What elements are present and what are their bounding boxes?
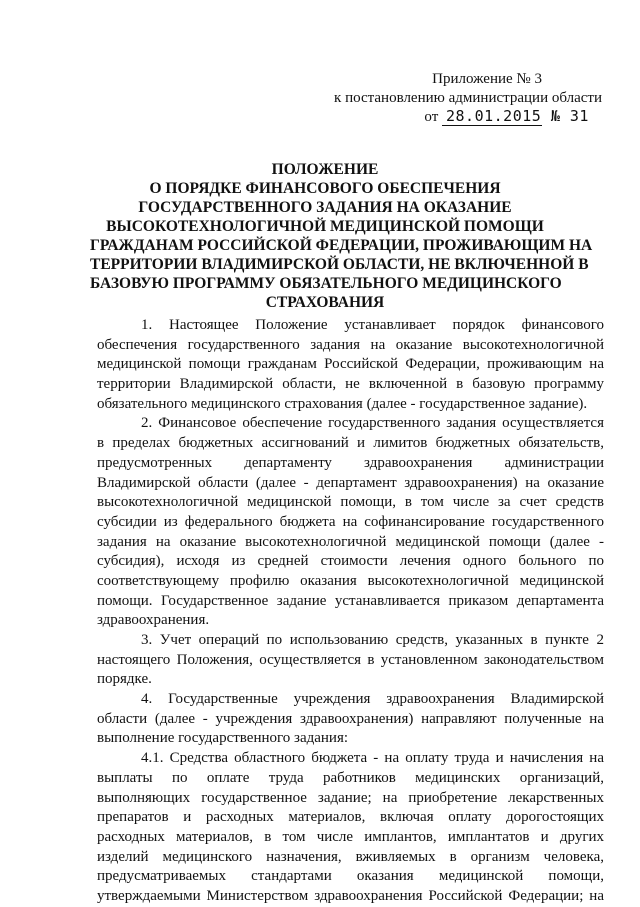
title-line: ПОЛОЖЕНИЕ [271, 161, 379, 178]
paragraph-4-1-line: предусматриваемых стандартами оказания медицинской помощи, [97, 868, 604, 885]
from-label: от [424, 109, 439, 125]
paragraph-4-1-line: расходных материалов, в том числе имплантов, имплантатов и других [97, 828, 604, 845]
paragraph-2-line: здравоохранения. [97, 612, 210, 629]
paragraph-4-line: 4. Государственные учреждения здравоохранения Владимирской [141, 691, 604, 708]
title-line: ГОСУДАРСТВЕННОГО ЗАДАНИЯ НА ОКАЗАНИЕ [138, 199, 512, 216]
paragraph-3-line: настоящего Положения, осуществляется в установленном законодательством [97, 651, 604, 668]
title-line: ТЕРРИТОРИИ ВЛАДИМИРСКОЙ ОБЛАСТИ, НЕ ВКЛЮЧЕННОЙ В [90, 256, 589, 273]
paragraph-2-line: в пределах бюджетных ассигнований и лимитов бюджетных обязательств, [97, 435, 604, 452]
paragraph-1-line: 1. Настоящее Положение устанавливает порядок финансового [141, 317, 604, 333]
resolution-number: 31 [569, 107, 589, 125]
paragraph-2-line: субсидии из федерального бюджета на софинансирование государственного [97, 513, 604, 530]
paragraph-4-1-line: утверждаемыми Министерством здравоохранения Российской Федерации; на [97, 887, 604, 904]
paragraph-3-line: 3. Учет операций по использованию средств, указанных в пункте 2 [141, 632, 604, 648]
document-title [90, 160, 593, 312]
paragraph-2-line: 2. Финансовое обеспечение государственного задания осуществляется [141, 415, 604, 432]
paragraph-2-line: предусмотренных департаменту здравоохранения администрации [97, 454, 604, 471]
paragraph-4-1-line: изделий медицинского назначения, вживляемых в организм человека, [97, 848, 604, 865]
paragraph-2-line: Владимирской области (далее - департамент здравоохранения) на оказание [97, 474, 604, 491]
paragraph-1-line: обязательного медицинского страхования (далее - государственное задание). [97, 395, 588, 412]
title-line: СТРАХОВАНИЯ [265, 294, 385, 311]
document-body [97, 316, 604, 907]
appendix-header [334, 70, 602, 127]
paragraph-2-line: высокотехнологичной медицинской помощи, в том числе за счет средств [97, 494, 604, 511]
title-line: О ПОРЯДКЕ ФИНАНСОВОГО ОБЕСПЕЧЕНИЯ [149, 180, 501, 197]
title-line: ВЫСОКОТЕХНОЛОГИЧНОЙ МЕДИЦИНСКОЙ ПОМОЩИ [106, 218, 544, 235]
paragraph-3-line: порядке. [97, 671, 152, 688]
paragraph-2-line: помощи. Государственное задание устанавливается приказом департамента [97, 592, 604, 609]
paragraph-4-1-line: 4.1. Средства областного бюджета - на оплату труда и начисления на [141, 750, 604, 767]
title-line: ГРАЖДАНАМ РОССИЙСКОЙ ФЕДЕРАЦИИ, ПРОЖИВАЮЩИМ НА [90, 237, 593, 254]
title-line: БАЗОВУЮ ПРОГРАММУ ОБЯЗАТЕЛЬНОГО МЕДИЦИНСКОГО [90, 275, 562, 292]
paragraph-1-line: обеспечения государственного задания на оказание высокотехнологичной [97, 336, 604, 353]
resolution-date-line [334, 108, 602, 127]
paragraph-2-line: субсидия), исходя из средней стоимости лечения одного больного по [97, 553, 604, 570]
paragraph-2-line: соответствующему профилю оказания высокотехнологичной медицинской [97, 572, 604, 589]
resolution-reference: к постановлению администрации области [334, 90, 602, 106]
paragraph-1-line: медицинской помощи гражданам Российской Федерации, проживающим на [97, 356, 604, 373]
paragraph-4-1-line: выплаты по оплате труда работников медицинских организаций, [97, 769, 604, 786]
resolution-date: 28.01.2015 № 31 [442, 108, 542, 126]
paragraph-4-line: области (далее - учреждения здравоохранения) направляют полученные на [97, 710, 604, 727]
paragraph-2-line: задания на оказание высокотехнологичной медицинской помощи (далее - [97, 533, 604, 550]
paragraph-4-1-line: выполняющих государственное задание; на приобретение лекарственных [97, 789, 604, 806]
paragraph-1-line: территории Владимирской области, не включенной в базовую программу [97, 376, 604, 393]
paragraph-4-1-line: препаратов и расходных материалов, включая оплату дорогостоящих [97, 809, 604, 826]
paragraph-4-line: выполнение государственного задания: [97, 730, 349, 747]
appendix-label: Приложение № 3 [432, 71, 542, 87]
number-sign: № [550, 107, 561, 125]
